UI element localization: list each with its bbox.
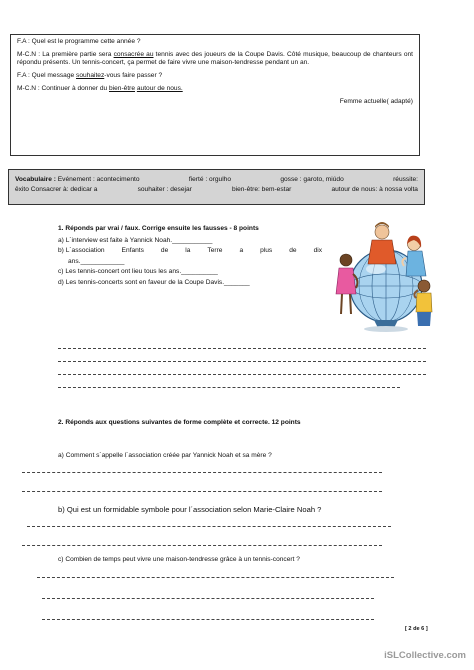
brand-logo: iSLCollective.com xyxy=(384,650,466,661)
answer-line[interactable] xyxy=(22,472,382,473)
answer-line[interactable] xyxy=(42,619,374,620)
vocabulary-label: Vocabulaire : xyxy=(15,176,56,183)
interview-question-2: F.A : Quel message souhaitez-vous faire passer ? xyxy=(17,72,163,80)
answer-line[interactable] xyxy=(27,526,391,527)
answer-line[interactable] xyxy=(22,491,382,492)
answer-line[interactable] xyxy=(58,348,426,349)
question-2b: b) Qui est un formidable symbole pour l´association selon Marie-Claire Noah ? xyxy=(58,505,322,514)
vocabulary-term: êxito Consacrer à: dedicar a xyxy=(15,186,98,194)
question-2-title: 2. Réponds aux questions suivantes de forme complète et correcte. 12 points xyxy=(58,419,301,426)
vocabulary-row-1 xyxy=(15,175,418,185)
vocabulary-term: fierté : orgulho xyxy=(188,176,231,183)
father-body xyxy=(368,240,396,264)
answer-line[interactable] xyxy=(42,598,374,599)
vocabulary-box xyxy=(8,169,425,205)
vocabulary-term: bien-être: bem-estar xyxy=(231,186,292,194)
vocabulary-term: autour de nous: à nossa volta xyxy=(331,186,418,194)
interview-box xyxy=(10,34,420,156)
statement-c: c) Les tennis-concert ont lieu tous les ans.__________ xyxy=(58,268,218,276)
answer-line[interactable] xyxy=(58,387,400,388)
page-number: [ 2 de 6 ] xyxy=(405,626,428,632)
answer-line[interactable] xyxy=(37,577,394,578)
interview-question-1: F.A : Quel est le programme cette année ? xyxy=(17,38,141,45)
girl-head xyxy=(340,254,352,266)
girl-dress xyxy=(336,268,356,294)
answer-line[interactable] xyxy=(22,545,382,546)
question-1-title: 1. Réponds par vrai / faux. Corrige ensuite les fausses - 8 points xyxy=(58,225,259,232)
mother-body xyxy=(406,251,426,276)
interview-answer-2: M-C.N : Continuer à donner du bien-être autour de nous. xyxy=(17,84,183,92)
source-credit: Femme actuelle( adapté) xyxy=(339,97,413,105)
vocabulary-term: réussite: xyxy=(393,176,418,183)
question-1 xyxy=(58,224,328,288)
statement-b-continued: ans.____________ xyxy=(68,257,125,265)
family-globe-illustration xyxy=(326,214,441,334)
statement-b: b) L´association Enfants de la Terre a plus de dix xyxy=(58,247,322,255)
statement-a: a) L´interview est faite à Yannick Noah.___________ xyxy=(58,236,213,244)
statement-d: d) Les tennis-concerts sont en faveur de la Coupe Davis._______ xyxy=(58,278,250,286)
vocabulary-term: Evénement : acontecimento xyxy=(57,176,140,183)
question-2c: c) Combien de temps peut vivre une maison-tendresse grâce à un tennis-concert ? xyxy=(58,556,300,563)
vocabulary-term: souhaiter : desejar xyxy=(137,186,192,194)
father-head xyxy=(375,225,389,239)
boy-shirt xyxy=(416,293,432,312)
answer-line[interactable] xyxy=(58,361,426,362)
boy-head xyxy=(418,280,430,292)
interview-answer-1: M-C.N : La première partie sera consacrée au tennis avec des joueurs de la Coupe Davis. Côté musique, beaucoup de chanteurs ont répondu présents. Un tennis-concert, ça permet de faire vivre une maison-tendresse pendant un an. xyxy=(17,50,413,67)
vocabulary-row-2 xyxy=(15,185,418,195)
answer-line[interactable] xyxy=(58,374,426,375)
question-2a: a) Comment s´appelle l´association créée par Yannick Noah et sa mère ? xyxy=(58,452,272,459)
vocabulary-term: gosse : garoto, miúdo xyxy=(280,176,344,183)
